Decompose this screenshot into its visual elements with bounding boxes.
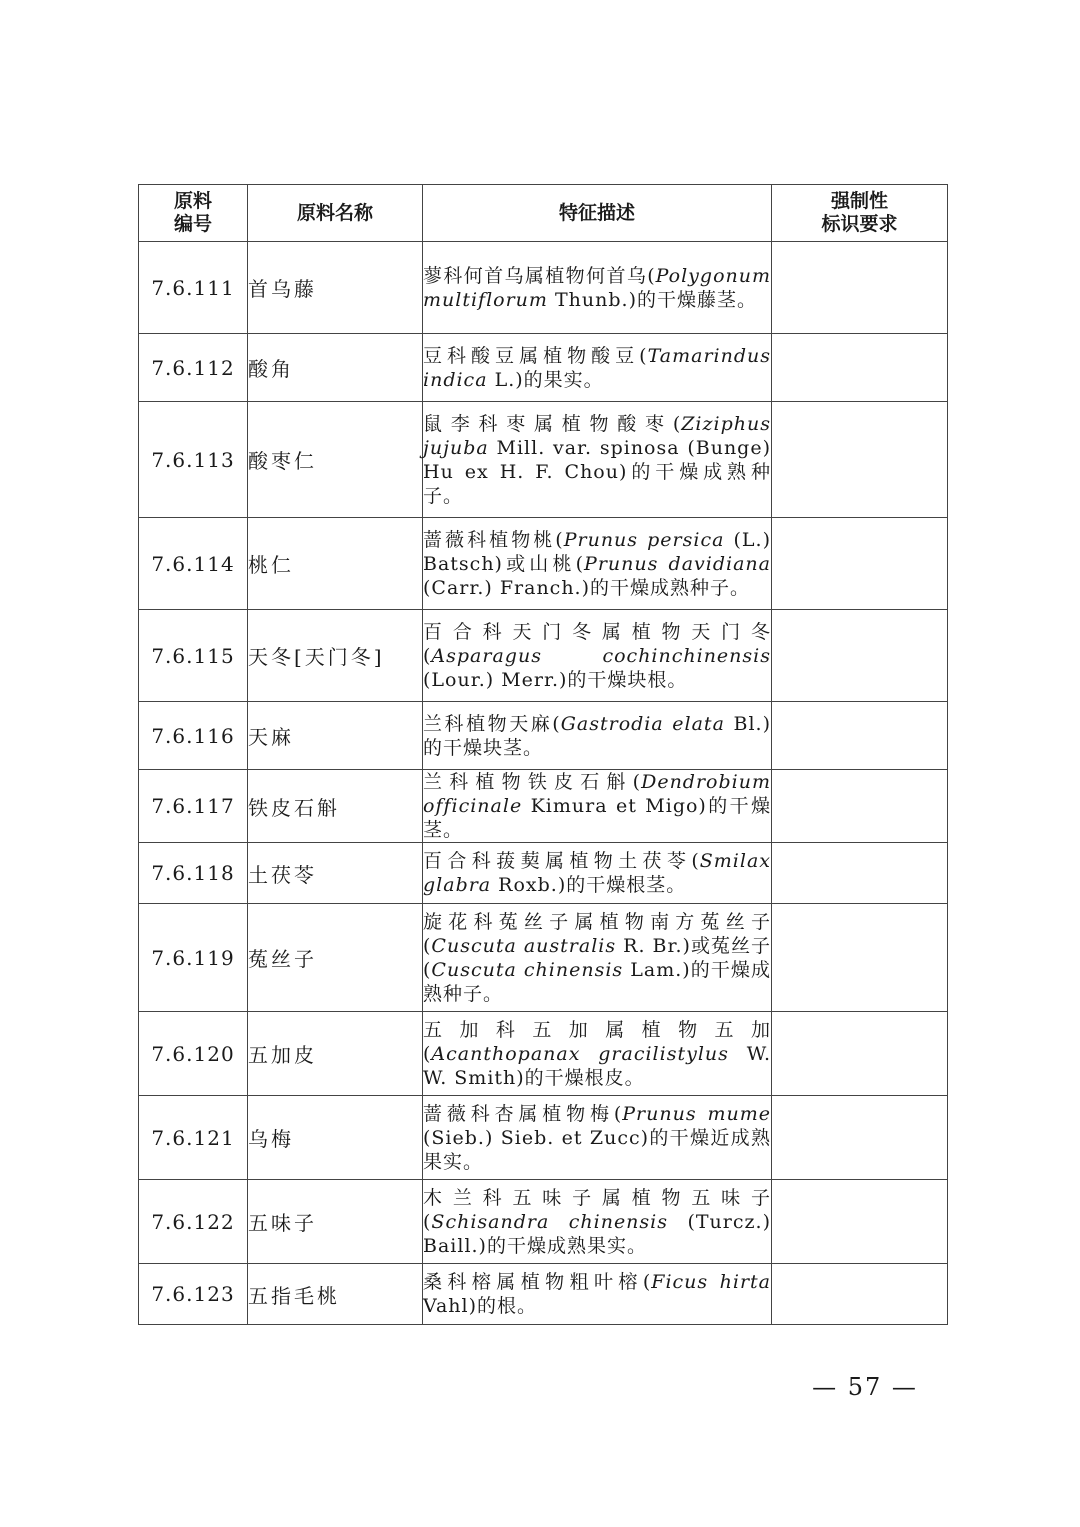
row-code: 7.6.118 <box>139 843 248 904</box>
row-description: 豆科酸豆属植物酸豆(Tamarindus indica L.)的果实。 <box>423 344 771 391</box>
row-description: 鼠李科枣属植物酸枣(Ziziphus jujuba Mill. var. spinosa (Bunge) Hu ex H. F. Chou)的干燥成熟种子。 <box>423 412 771 507</box>
row-code: 7.6.121 <box>139 1096 248 1180</box>
row-code: 7.6.112 <box>139 334 248 402</box>
row-mandatory-label <box>772 843 948 904</box>
row-code: 7.6.122 <box>139 1180 248 1264</box>
row-mandatory-label <box>772 402 948 518</box>
table-row <box>139 402 948 518</box>
row-code: 7.6.117 <box>139 770 248 843</box>
row-description: 木兰科五味子属植物五味子(Schisandra chinensis (Turcz.) Baill.)的干燥成熟果实。 <box>423 1186 771 1257</box>
row-name: 天冬[天门冬] <box>248 610 423 702</box>
row-description: 蓼科何首乌属植物何首乌(Polygonum multiflorum Thunb.)的干燥藤茎。 <box>423 264 771 311</box>
row-name: 首乌藤 <box>248 242 423 334</box>
row-name: 五指毛桃 <box>248 1264 423 1325</box>
table-row <box>139 1012 948 1096</box>
row-code: 7.6.120 <box>139 1012 248 1096</box>
row-description: 兰科植物天麻(Gastrodia elata Bl.)的干燥块茎。 <box>423 712 771 759</box>
page-number: — 57 — <box>812 1373 918 1401</box>
row-description: 旋花科菟丝子属植物南方菟丝子(Cuscuta australis R. Br.)或菟丝子(Cuscuta chinensis Lam.)的干燥成熟种子。 <box>423 910 771 1005</box>
row-name: 菟丝子 <box>248 904 423 1012</box>
table-row <box>139 518 948 610</box>
row-name: 铁皮石斛 <box>248 770 423 843</box>
row-code: 7.6.123 <box>139 1264 248 1325</box>
row-description: 百合科天门冬属植物天门冬(Asparagus cochinchinensis (Lour.) Merr.)的干燥块根。 <box>423 620 771 691</box>
table-row <box>139 242 948 334</box>
row-name: 天麻 <box>248 702 423 770</box>
row-mandatory-label <box>772 1264 948 1325</box>
row-description: 五加科五加属植物五加(Acanthopanax gracilistylus W. W. Smith)的干燥根皮。 <box>423 1018 771 1089</box>
row-mandatory-label <box>772 1180 948 1264</box>
row-name: 土茯苓 <box>248 843 423 904</box>
table-row <box>139 702 948 770</box>
row-name: 桃仁 <box>248 518 423 610</box>
header-description: 特征描述 <box>423 185 772 242</box>
row-description: 蔷薇科植物桃(Prunus persica (L.) Batsch)或山桃(Prunus davidiana (Carr.) Franch.)的干燥成熟种子。 <box>423 528 771 599</box>
row-description: 兰科植物铁皮石斛(Dendrobium officinale Kimura et Migo)的干燥茎。 <box>423 771 771 841</box>
row-mandatory-label <box>772 1012 948 1096</box>
row-name: 乌梅 <box>248 1096 423 1180</box>
table-row <box>139 334 948 402</box>
row-code: 7.6.111 <box>139 242 248 334</box>
row-code: 7.6.119 <box>139 904 248 1012</box>
row-name: 五味子 <box>248 1180 423 1264</box>
row-description: 蔷薇科杏属植物梅(Prunus mume (Sieb.) Sieb. et Zucc)的干燥近成熟果实。 <box>423 1102 771 1173</box>
row-mandatory-label <box>772 904 948 1012</box>
table-row <box>139 610 948 702</box>
row-description: 桑科榕属植物粗叶榕(Ficus hirta Vahl)的根。 <box>423 1271 771 1317</box>
header-mandatory-label: 强制性 标识要求 <box>772 185 948 242</box>
row-description: 百合科菝葜属植物土茯苓(Smilax glabra Roxb.)的干燥根茎。 <box>423 850 771 896</box>
row-code: 7.6.115 <box>139 610 248 702</box>
row-mandatory-label <box>772 242 948 334</box>
row-mandatory-label <box>772 334 948 402</box>
row-mandatory-label <box>772 518 948 610</box>
table-row <box>139 1180 948 1264</box>
ingredient-table <box>138 184 948 1325</box>
row-code: 7.6.116 <box>139 702 248 770</box>
row-code: 7.6.114 <box>139 518 248 610</box>
table-row <box>139 904 948 1012</box>
table-header-row <box>139 185 948 242</box>
table-row <box>139 843 948 904</box>
table-row <box>139 1096 948 1180</box>
row-mandatory-label <box>772 1096 948 1180</box>
row-name: 酸角 <box>248 334 423 402</box>
row-mandatory-label <box>772 770 948 843</box>
row-code: 7.6.113 <box>139 402 248 518</box>
row-mandatory-label <box>772 702 948 770</box>
header-name: 原料名称 <box>248 185 423 242</box>
table-row <box>139 770 948 843</box>
header-code: 原料 编号 <box>139 185 248 242</box>
table-row <box>139 1264 948 1325</box>
row-name: 五加皮 <box>248 1012 423 1096</box>
row-name: 酸枣仁 <box>248 402 423 518</box>
row-mandatory-label <box>772 610 948 702</box>
